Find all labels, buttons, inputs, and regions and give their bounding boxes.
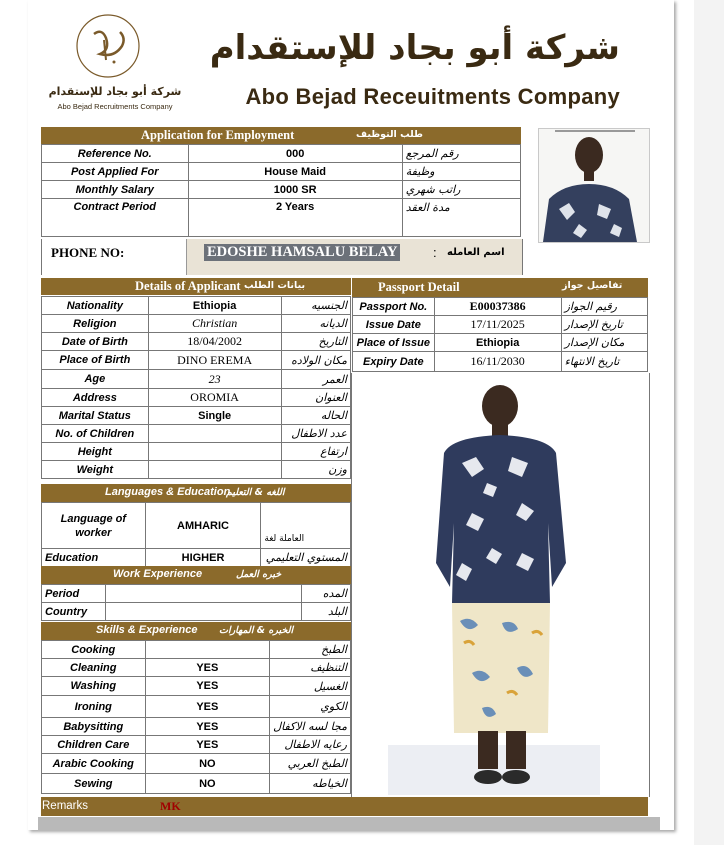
company-logo xyxy=(44,10,186,110)
worker-name: EDOSHE HAMSALU BELAY xyxy=(204,244,400,261)
work-title-ar: خبره العمل xyxy=(236,569,282,580)
ironing-value: YES xyxy=(145,696,270,718)
table-row xyxy=(42,199,521,237)
washing-label: Washing xyxy=(42,677,146,696)
table-row xyxy=(42,425,351,443)
cooking-label: Cooking xyxy=(42,641,146,659)
table-row xyxy=(42,603,351,621)
languages-table xyxy=(41,502,351,567)
application-title: Application for Employment xyxy=(141,128,295,142)
children-label-ar: عدد الاطفال xyxy=(281,425,350,443)
sewing-label-ar: الخياطه xyxy=(270,774,351,794)
babysitting-label: Babysitting xyxy=(42,718,146,736)
table-row xyxy=(42,754,351,774)
post-label-ar: وظيفة xyxy=(402,163,520,181)
table-row xyxy=(42,736,351,754)
weight-label-ar: وزن xyxy=(281,461,350,479)
religion-label: Religion xyxy=(42,315,149,333)
table-row xyxy=(42,351,351,370)
full-body-photo-frame xyxy=(351,373,650,797)
table-row xyxy=(42,641,351,659)
phone-row xyxy=(41,239,523,275)
worker-name-label-ar: اسم العامله xyxy=(447,247,505,258)
table-row xyxy=(42,774,351,794)
cooking-value xyxy=(145,641,270,659)
table-row xyxy=(42,585,351,603)
contract-value: 2 Years xyxy=(188,199,402,237)
pob-value: DINO EREMA xyxy=(148,351,281,370)
table-row xyxy=(42,315,351,333)
remarks-value: MK xyxy=(160,799,181,813)
marital-value: Single xyxy=(148,407,281,425)
address-label-ar: العنوان xyxy=(281,389,350,407)
height-label-ar: ارتفاع xyxy=(281,443,350,461)
passport-title: Passport Detail xyxy=(378,280,460,294)
passport-no-label-ar: رقيم الجواز xyxy=(561,298,647,316)
language-label-ar: العاملة لغة xyxy=(261,503,351,549)
height-value xyxy=(148,443,281,461)
ironing-label: Ironing xyxy=(42,696,146,718)
application-title-ar: طلب التوظيف xyxy=(356,129,423,140)
cooking-label-ar: الطبخ xyxy=(270,641,351,659)
table-row xyxy=(42,549,351,567)
dob-label-ar: التاريخ xyxy=(281,333,350,351)
page-bottom-scrollbar[interactable] xyxy=(38,817,660,831)
table-row xyxy=(42,333,351,351)
table-row xyxy=(42,389,351,407)
portrait-figure-icon xyxy=(539,129,649,242)
languages-title: Languages & Education xyxy=(105,486,231,498)
table-row xyxy=(42,718,351,736)
logo-english-text: Abo Bejad Recruitments Company xyxy=(57,102,173,111)
contract-label-ar: مدة العقد xyxy=(402,199,520,237)
period-label: Period xyxy=(42,585,106,603)
logo-arabic-text: شركة أبو بجاد للإستقدام xyxy=(48,85,182,98)
religion-value: Christian xyxy=(148,315,281,333)
expiry-date-value: 16/11/2030 xyxy=(434,352,561,372)
age-label: Age xyxy=(42,370,149,389)
passport-table xyxy=(352,297,648,372)
cleaning-label: Cleaning xyxy=(42,659,146,677)
table-row xyxy=(42,443,351,461)
applicant-header-bar xyxy=(41,278,351,295)
skills-title-ar: الخبره & المهارات xyxy=(219,625,294,636)
reference-value: 000 xyxy=(188,145,402,163)
application-header-bar xyxy=(41,127,521,144)
expiry-date-label: Expiry Date xyxy=(353,352,435,372)
post-value: House Maid xyxy=(188,163,402,181)
passport-no-label: Passport No. xyxy=(353,298,435,316)
salary-value: 1000 SR xyxy=(188,181,402,199)
language-label: Language of worker xyxy=(42,503,146,549)
children-value xyxy=(148,425,281,443)
issue-date-label: Issue Date xyxy=(353,316,435,334)
marital-label: Marital Status xyxy=(42,407,149,425)
weight-label: Weight xyxy=(42,461,149,479)
passport-no-value: E00037386 xyxy=(434,298,561,316)
work-table xyxy=(41,584,351,621)
nationality-value: Ethiopia xyxy=(148,297,281,315)
education-label-ar: المستوي التعليمي xyxy=(261,549,351,567)
application-table xyxy=(41,144,521,237)
sewing-label: Sewing xyxy=(42,774,146,794)
place-of-issue-label: Place of Issue xyxy=(353,334,435,352)
issue-date-value: 17/11/2025 xyxy=(434,316,561,334)
contract-label: Contract Period xyxy=(42,199,189,237)
company-name-english: Abo Bejad Receuitments Company xyxy=(245,84,620,109)
country-label-ar: البلد xyxy=(301,603,350,621)
table-row xyxy=(353,334,648,352)
table-row xyxy=(42,181,521,199)
worker-name-box xyxy=(186,239,522,275)
arabic-cooking-label: Arabic Cooking xyxy=(42,754,146,774)
languages-title-ar: اللغه & التعليم xyxy=(226,487,285,498)
table-row xyxy=(353,316,648,334)
table-row xyxy=(42,696,351,718)
children-care-label-ar: رعايه الاطفال xyxy=(270,736,351,754)
age-value: 23 xyxy=(148,370,281,389)
table-row xyxy=(42,461,351,479)
applicant-table xyxy=(41,296,351,479)
pob-label-ar: مكان الولاده xyxy=(281,351,350,370)
dob-label: Date of Birth xyxy=(42,333,149,351)
country-label: Country xyxy=(42,603,106,621)
place-of-issue-label-ar: مكان الإصدار xyxy=(561,334,647,352)
height-label: Height xyxy=(42,443,149,461)
full-body-figure-icon xyxy=(352,373,649,797)
skills-title: Skills & Experience xyxy=(96,624,198,636)
passport-title-ar: تفاصيل جواز xyxy=(562,280,623,291)
page-gutter xyxy=(694,0,724,845)
table-row xyxy=(353,352,648,372)
arabic-cooking-label-ar: الطبخ العربي xyxy=(270,754,351,774)
logo-emblem-icon xyxy=(44,10,186,84)
portrait-photo xyxy=(538,128,650,243)
education-label: Education xyxy=(42,549,146,567)
weight-value xyxy=(148,461,281,479)
table-row xyxy=(42,407,351,425)
education-value: HIGHER xyxy=(145,549,261,567)
children-care-label: Children Care xyxy=(42,736,146,754)
babysitting-value: YES xyxy=(145,718,270,736)
post-label: Post Applied For xyxy=(42,163,189,181)
sewing-value: NO xyxy=(145,774,270,794)
washing-value: YES xyxy=(145,677,270,696)
applicant-title: Details of Applicant xyxy=(135,279,241,293)
place-of-issue-value: Ethiopia xyxy=(434,334,561,352)
work-header-bar xyxy=(41,566,351,584)
table-row xyxy=(42,677,351,696)
nationality-label: Nationality xyxy=(42,297,149,315)
table-row xyxy=(42,297,351,315)
company-name-arabic: شركة أبو بجاد للإستقدام xyxy=(209,28,620,68)
cleaning-value: YES xyxy=(145,659,270,677)
period-value xyxy=(106,585,302,603)
marital-label-ar: الحاله xyxy=(281,407,350,425)
remarks-bar xyxy=(41,797,648,816)
table-row xyxy=(353,298,648,316)
table-row xyxy=(42,163,521,181)
salary-label-ar: راتب شهري xyxy=(402,181,520,199)
expiry-date-label-ar: تاريخ الانتهاء xyxy=(561,352,647,372)
children-label: No. of Children xyxy=(42,425,149,443)
reference-label-ar: رقم المرجع xyxy=(402,145,520,163)
period-label-ar: المده xyxy=(301,585,350,603)
table-row xyxy=(42,370,351,389)
age-label-ar: العمر xyxy=(281,370,350,389)
table-row xyxy=(42,659,351,677)
address-value: OROMIA xyxy=(148,389,281,407)
ironing-label-ar: الكوي xyxy=(270,696,351,718)
salary-label: Monthly Salary xyxy=(42,181,189,199)
table-row xyxy=(42,503,351,549)
babysitting-label-ar: مجا لسه الاكفال xyxy=(270,718,351,736)
language-value: AMHARIC xyxy=(145,503,261,549)
name-separator: : xyxy=(433,245,437,260)
skills-header-bar xyxy=(41,622,351,640)
arabic-cooking-value: NO xyxy=(145,754,270,774)
address-label: Address xyxy=(42,389,149,407)
applicant-title-ar: بيانات الطلب xyxy=(244,280,306,291)
dob-value: 18/04/2002 xyxy=(148,333,281,351)
remarks-label: Remarks xyxy=(42,800,89,812)
skills-table xyxy=(41,640,351,794)
washing-label-ar: الغسيل xyxy=(270,677,351,696)
cleaning-label-ar: التنظيف xyxy=(270,659,351,677)
table-row xyxy=(42,145,521,163)
issue-date-label-ar: تاريخ الإصدار xyxy=(561,316,647,334)
phone-label: PHONE NO: xyxy=(51,245,125,260)
languages-header-bar xyxy=(41,484,351,502)
reference-label: Reference No. xyxy=(42,145,189,163)
country-value xyxy=(106,603,302,621)
religion-label-ar: الديانه xyxy=(281,315,350,333)
work-title: Work Experience xyxy=(113,568,203,580)
passport-header-bar xyxy=(352,278,648,297)
pob-label: Place of Birth xyxy=(42,351,149,370)
nationality-label-ar: الجنسيه xyxy=(281,297,350,315)
children-care-value: YES xyxy=(145,736,270,754)
